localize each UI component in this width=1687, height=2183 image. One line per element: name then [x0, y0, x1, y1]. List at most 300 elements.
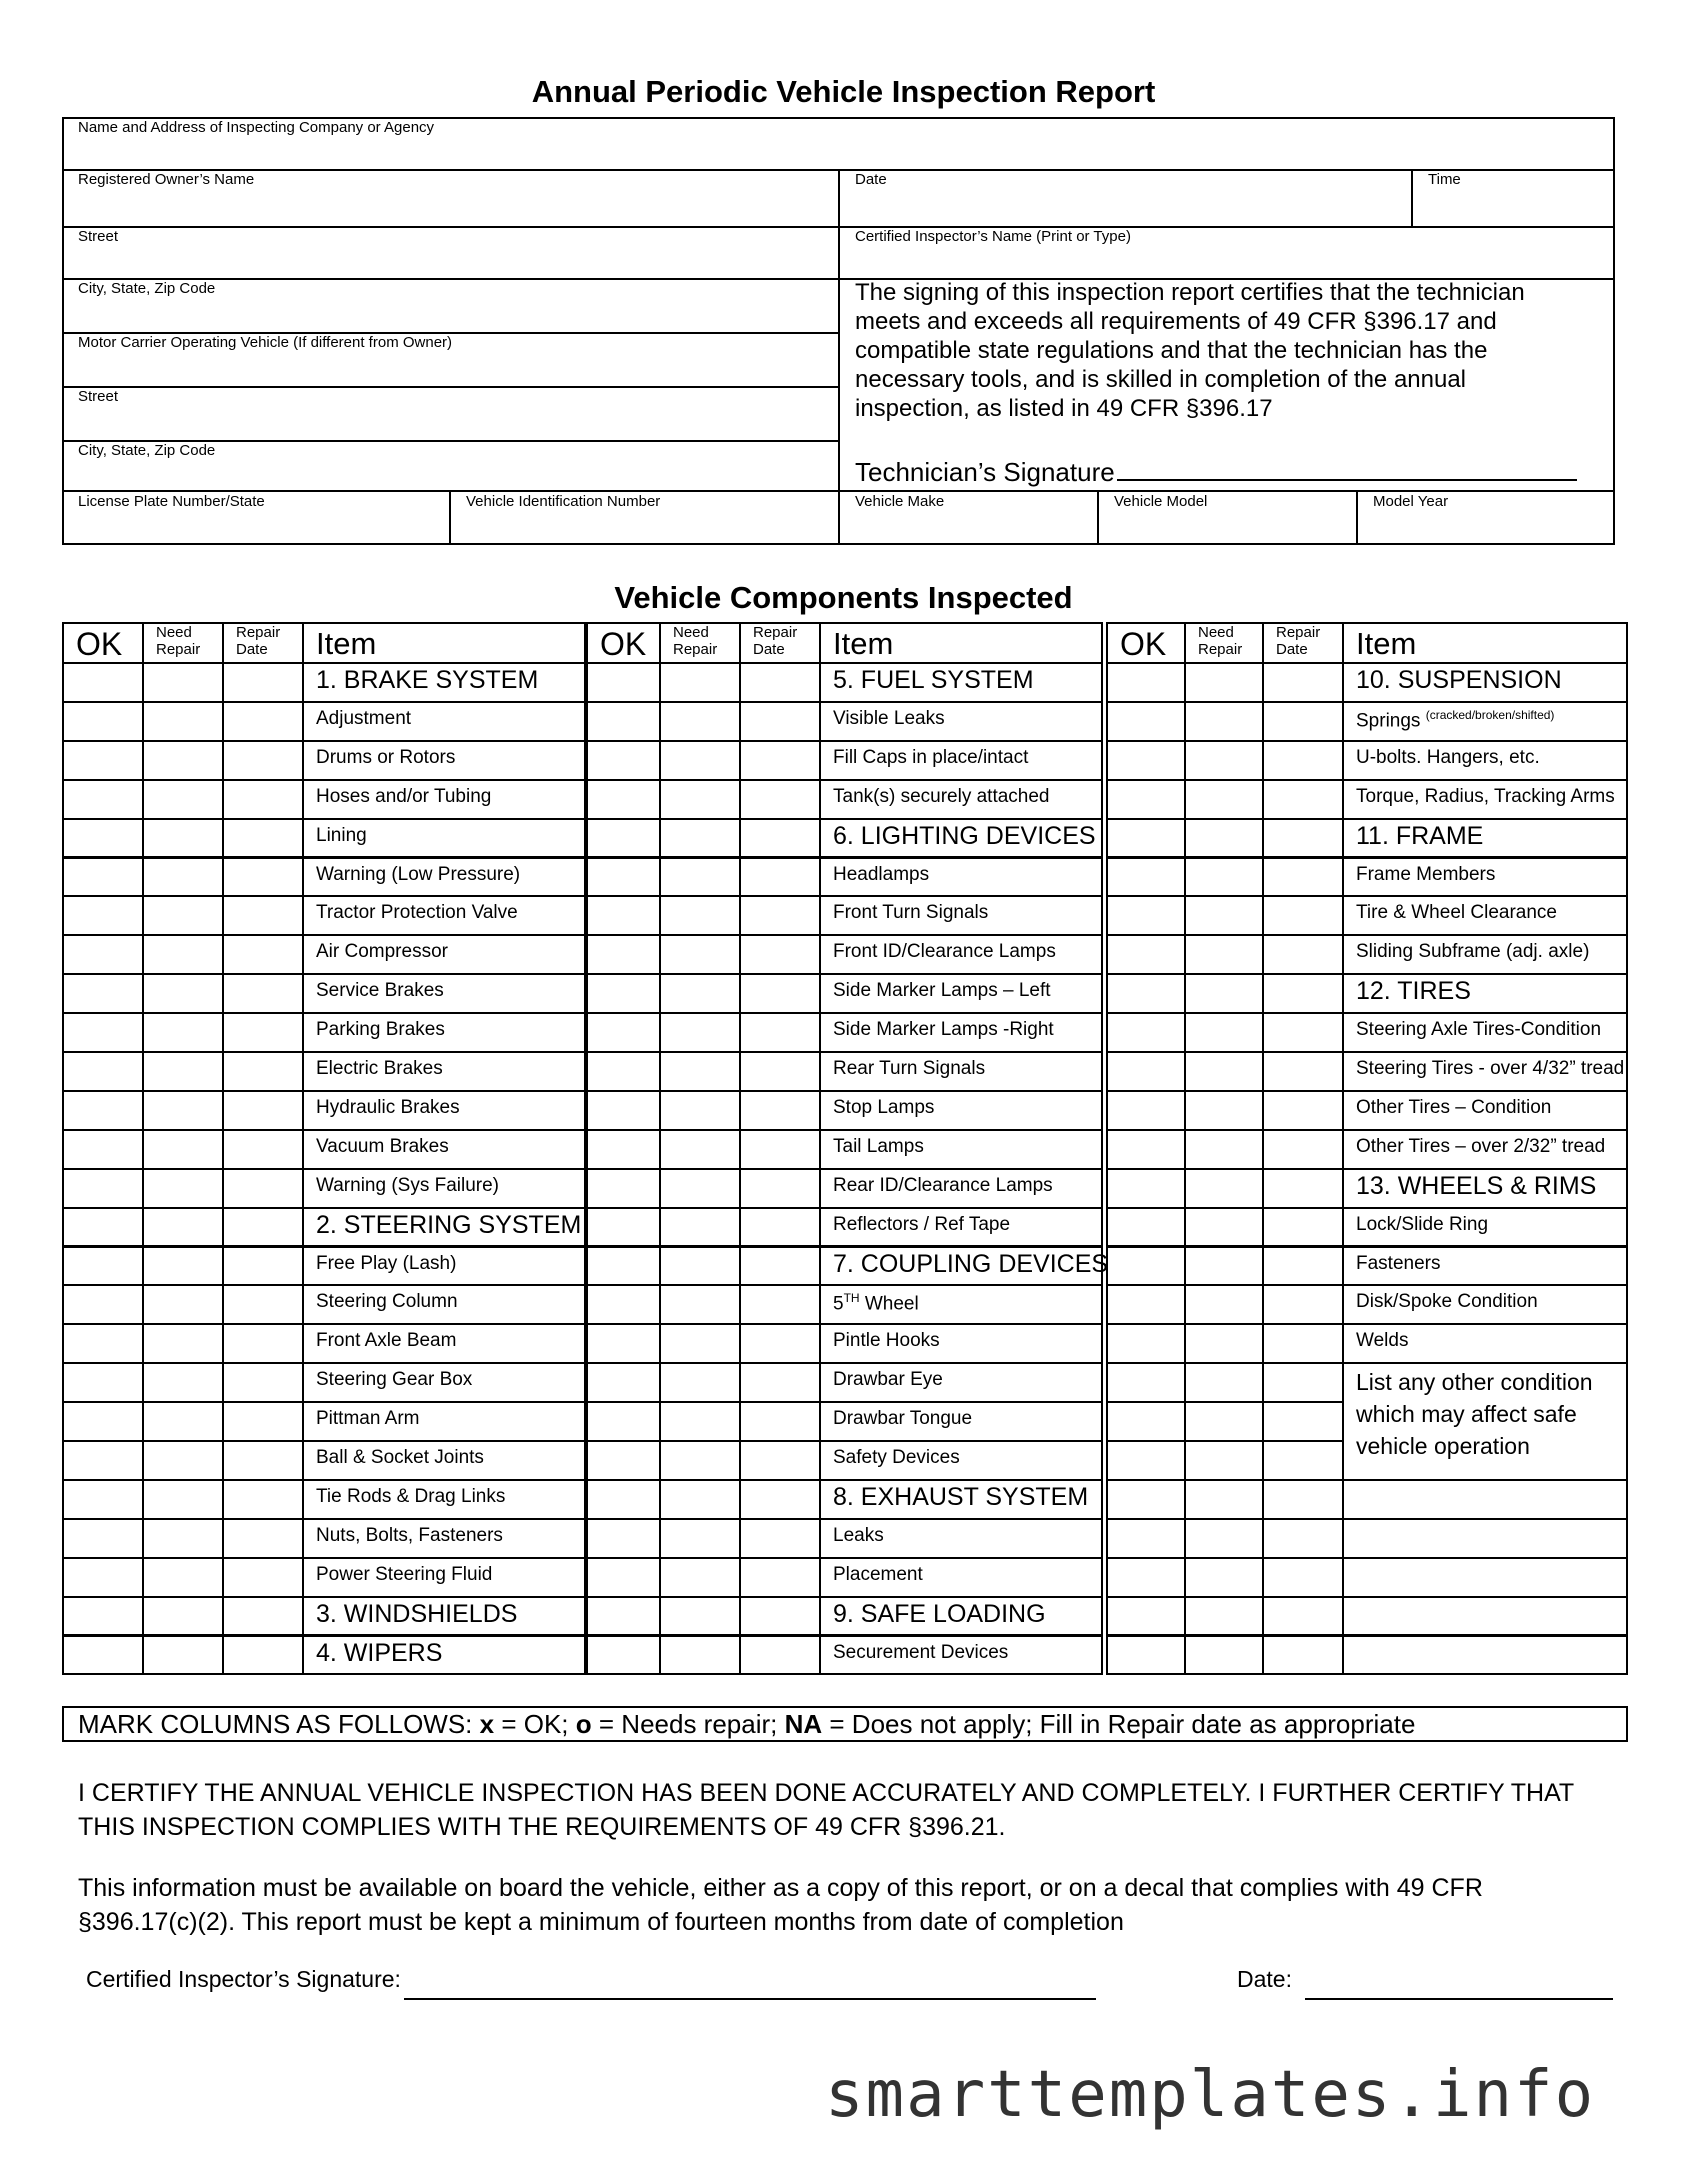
need-repair-checkbox[interactable]	[1184, 1362, 1264, 1403]
need-repair-checkbox[interactable]	[142, 740, 224, 781]
repair-date-field[interactable]	[1262, 1440, 1344, 1481]
repair-date-field[interactable]	[739, 1401, 821, 1442]
repair-date-field[interactable]	[1262, 934, 1344, 975]
need-repair-checkbox[interactable]	[142, 1207, 224, 1248]
repair-date-column-header: Repair Date	[1276, 624, 1321, 658]
repair-date-field[interactable]	[739, 1596, 821, 1637]
ok-checkbox[interactable]	[1106, 1090, 1186, 1131]
ok-checkbox[interactable]	[62, 1518, 144, 1559]
ok-checkbox[interactable]	[1106, 1284, 1186, 1325]
need-repair-checkbox[interactable]	[1184, 1596, 1264, 1637]
need-repair-checkbox[interactable]	[659, 740, 741, 781]
need-repair-checkbox[interactable]	[659, 779, 741, 820]
ok-checkbox[interactable]	[1106, 779, 1186, 820]
repair-date-field[interactable]	[1262, 1168, 1344, 1209]
ok-checkbox[interactable]	[586, 1323, 661, 1364]
ok-checkbox[interactable]	[1106, 1440, 1186, 1481]
repair-date-field[interactable]	[739, 1168, 821, 1209]
ok-checkbox[interactable]	[1106, 857, 1186, 898]
repair-date-field[interactable]	[1262, 1129, 1344, 1170]
section-heading: 13. WHEELS & RIMS	[1356, 1171, 1597, 1200]
inspection-item: Adjustment	[316, 707, 412, 729]
repair-date-field[interactable]	[1262, 1401, 1344, 1442]
repair-date-field[interactable]	[1262, 1596, 1344, 1637]
inspector-signature-line[interactable]	[404, 1998, 1096, 2000]
need-repair-checkbox[interactable]	[1184, 1207, 1264, 1248]
ok-checkbox[interactable]	[62, 1401, 144, 1442]
need-repair-checkbox[interactable]	[1184, 1246, 1264, 1287]
inspection-item: Reflectors / Ref Tape	[833, 1213, 1011, 1235]
repair-date-field[interactable]	[1262, 973, 1344, 1014]
street-field-label: Street	[78, 228, 119, 245]
repair-date-field[interactable]	[739, 1518, 821, 1559]
ok-checkbox[interactable]	[62, 1323, 144, 1364]
ok-checkbox[interactable]	[1106, 1129, 1186, 1170]
repair-date-field[interactable]	[1262, 1479, 1344, 1520]
need-repair-checkbox[interactable]	[142, 1440, 224, 1481]
inspection-item: Tire & Wheel Clearance	[1356, 902, 1557, 924]
inspection-item: Safety Devices	[833, 1447, 960, 1468]
repair-date-field[interactable]	[222, 1051, 304, 1092]
need-repair-checkbox[interactable]	[659, 1323, 741, 1364]
repair-date-field[interactable]	[739, 934, 821, 975]
ok-checkbox[interactable]	[62, 701, 144, 742]
ok-checkbox[interactable]	[1106, 1207, 1186, 1248]
repair-date-field[interactable]	[739, 1129, 821, 1170]
repair-date-field[interactable]	[1262, 1635, 1344, 1676]
need-repair-checkbox[interactable]	[142, 779, 224, 820]
need-repair-checkbox[interactable]	[1184, 1635, 1264, 1676]
inspection-item: Fasteners	[1356, 1252, 1441, 1274]
need-repair-checkbox[interactable]	[142, 1168, 224, 1209]
need-repair-checkbox[interactable]	[1184, 662, 1264, 703]
ok-checkbox[interactable]	[586, 779, 661, 820]
repair-date-field[interactable]	[739, 1284, 821, 1325]
repair-date-field[interactable]	[1262, 895, 1344, 936]
need-repair-checkbox[interactable]	[1184, 1518, 1264, 1559]
need-repair-checkbox[interactable]	[659, 1129, 741, 1170]
section-heading: 4. WIPERS	[316, 1638, 443, 1667]
item-column-header: Item	[316, 626, 377, 661]
repair-date-field[interactable]	[739, 701, 821, 742]
ok-checkbox[interactable]	[62, 857, 144, 898]
ok-checkbox[interactable]	[586, 857, 661, 898]
need-repair-checkbox[interactable]	[659, 1168, 741, 1209]
ok-checkbox[interactable]	[586, 1557, 661, 1598]
need-repair-checkbox[interactable]	[142, 1557, 224, 1598]
ok-checkbox[interactable]	[586, 895, 661, 936]
other-condition-field[interactable]	[1342, 1479, 1628, 1520]
need-repair-checkbox[interactable]	[142, 1051, 224, 1092]
repair-date-field[interactable]	[1262, 1090, 1344, 1131]
repair-date-field[interactable]	[739, 857, 821, 898]
repair-date-field[interactable]	[222, 934, 304, 975]
repair-date-column-header: Repair Date	[236, 624, 281, 658]
inspection-item: Tank(s) securely attached	[833, 785, 1050, 807]
repair-date-field[interactable]	[1262, 1362, 1344, 1403]
repair-date-field[interactable]	[739, 1323, 821, 1364]
repair-date-field[interactable]	[739, 1090, 821, 1131]
need-repair-checkbox[interactable]	[1184, 1168, 1264, 1209]
need-repair-checkbox[interactable]	[1184, 1284, 1264, 1325]
repair-date-field[interactable]	[1262, 779, 1344, 820]
repair-date-field[interactable]	[222, 1129, 304, 1170]
need-repair-checkbox[interactable]	[659, 895, 741, 936]
repair-date-field[interactable]	[222, 1635, 304, 1676]
need-repair-checkbox[interactable]	[659, 1479, 741, 1520]
technician-signature[interactable]: Technician’s Signature	[855, 455, 1577, 488]
need-repair-checkbox[interactable]	[1184, 1440, 1264, 1481]
ok-checkbox[interactable]	[1106, 701, 1186, 742]
ok-checkbox[interactable]	[62, 1090, 144, 1131]
repair-date-field[interactable]	[222, 1246, 304, 1287]
ok-checkbox[interactable]	[586, 1362, 661, 1403]
need-repair-checkbox[interactable]	[659, 1401, 741, 1442]
mark-instructions: MARK COLUMNS AS FOLLOWS: x = OK; o = Needs repair; NA = Does not apply; Fill in Repair date as appropriate	[78, 1709, 1416, 1739]
repair-date-field[interactable]	[1262, 1207, 1344, 1248]
repair-date-field[interactable]	[222, 662, 304, 703]
inspection-item: Steering Axle Tires-Condition	[1356, 1019, 1602, 1041]
need-repair-checkbox[interactable]	[142, 1284, 224, 1325]
ok-checkbox[interactable]	[62, 895, 144, 936]
license-field-label: License Plate Number/State	[78, 493, 265, 510]
need-repair-checkbox[interactable]	[1184, 1012, 1264, 1053]
ok-checkbox[interactable]	[586, 1090, 661, 1131]
need-repair-checkbox[interactable]	[1184, 1090, 1264, 1131]
need-repair-checkbox[interactable]	[142, 1401, 224, 1442]
need-repair-checkbox[interactable]	[142, 934, 224, 975]
inspection-item: Drawbar Eye	[833, 1369, 943, 1391]
ok-checkbox[interactable]	[1106, 1401, 1186, 1442]
ok-checkbox[interactable]	[1106, 1168, 1186, 1209]
need-repair-checkbox[interactable]	[659, 1012, 741, 1053]
repair-date-field[interactable]	[739, 740, 821, 781]
need-repair-checkbox[interactable]	[142, 973, 224, 1014]
ok-checkbox[interactable]	[62, 1362, 144, 1403]
repair-date-field[interactable]	[739, 1440, 821, 1481]
repair-date-field[interactable]	[222, 895, 304, 936]
need-repair-checkbox[interactable]	[659, 1362, 741, 1403]
ok-checkbox[interactable]	[1106, 818, 1186, 859]
repair-date-field[interactable]	[1262, 857, 1344, 898]
inspection-item: Hoses and/or Tubing	[316, 785, 492, 807]
ok-checkbox[interactable]	[586, 701, 661, 742]
date-signature-label: Date:	[1237, 1966, 1292, 1992]
repair-date-field[interactable]	[222, 1090, 304, 1131]
need-repair-checkbox[interactable]	[142, 1090, 224, 1131]
ok-checkbox[interactable]	[1106, 1362, 1186, 1403]
ok-checkbox[interactable]	[62, 818, 144, 859]
need-repair-checkbox[interactable]	[1184, 701, 1264, 742]
ok-checkbox[interactable]	[586, 1596, 661, 1637]
repair-date-field[interactable]	[739, 1012, 821, 1053]
ok-checkbox[interactable]	[1106, 1635, 1186, 1676]
repair-date-field[interactable]	[222, 1557, 304, 1598]
repair-date-field[interactable]	[1262, 818, 1344, 859]
inspection-item: Ball & Socket Joints	[316, 1447, 484, 1468]
need-repair-checkbox[interactable]	[659, 973, 741, 1014]
need-repair-checkbox[interactable]	[1184, 934, 1264, 975]
ok-checkbox[interactable]	[586, 740, 661, 781]
repair-date-field[interactable]	[739, 895, 821, 936]
ok-column-header: OK	[1120, 626, 1167, 662]
date-signature-line[interactable]	[1305, 1998, 1613, 2000]
other-condition-field[interactable]	[1342, 1518, 1628, 1559]
inspection-item: Drawbar Tongue	[833, 1408, 973, 1430]
need-repair-checkbox[interactable]	[1184, 1479, 1264, 1520]
repair-date-field[interactable]	[1262, 1557, 1344, 1598]
ok-checkbox[interactable]	[586, 1129, 661, 1170]
ok-checkbox[interactable]	[586, 1635, 661, 1676]
repair-date-field[interactable]	[1262, 740, 1344, 781]
need-repair-checkbox[interactable]	[142, 1323, 224, 1364]
repair-date-field[interactable]	[222, 740, 304, 781]
repair-date-field[interactable]	[739, 1246, 821, 1287]
inspector-signature-label: Certified Inspector’s Signature:	[86, 1966, 401, 1992]
ok-checkbox[interactable]	[586, 1518, 661, 1559]
inspection-item: Fill Caps in place/intact	[833, 746, 1029, 768]
item-column-header: Item	[1356, 626, 1417, 661]
ok-checkbox[interactable]	[62, 1284, 144, 1325]
need-repair-checkbox[interactable]	[659, 934, 741, 975]
ok-checkbox[interactable]	[62, 934, 144, 975]
ok-checkbox[interactable]	[62, 1557, 144, 1598]
need-repair-checkbox[interactable]	[1184, 1129, 1264, 1170]
ok-checkbox[interactable]	[62, 740, 144, 781]
ok-checkbox[interactable]	[586, 662, 661, 703]
need-repair-checkbox[interactable]	[1184, 740, 1264, 781]
repair-date-field[interactable]	[222, 1362, 304, 1403]
need-repair-checkbox[interactable]	[1184, 1401, 1264, 1442]
repair-date-field[interactable]	[222, 1479, 304, 1520]
watermark-text: smarttemplates.info	[825, 2058, 1596, 2132]
inspection-item: Vacuum Brakes	[316, 1135, 449, 1157]
repair-date-column-header: Repair Date	[753, 624, 798, 658]
repair-date-field[interactable]	[222, 1596, 304, 1637]
ok-checkbox[interactable]	[62, 1129, 144, 1170]
inspection-item: Steering Tires - over 4/32” tread	[1356, 1058, 1625, 1079]
repair-date-field[interactable]	[222, 779, 304, 820]
repair-date-field[interactable]	[739, 779, 821, 820]
ok-checkbox[interactable]	[62, 779, 144, 820]
info-statement: This information must be available on board the vehicle, either as a copy of this report, or on a decal that complies with 49 CFR §396.17(c)(2). This report must be kept a minimum of fourteen months from date of completion	[78, 1874, 1483, 1936]
inspection-item: Rear ID/Clearance Lamps	[833, 1174, 1053, 1196]
ok-checkbox[interactable]	[62, 1479, 144, 1520]
ok-checkbox[interactable]	[1106, 1323, 1186, 1364]
repair-date-field[interactable]	[222, 818, 304, 859]
ok-checkbox[interactable]	[62, 1207, 144, 1248]
ok-checkbox[interactable]	[586, 1246, 661, 1287]
ok-checkbox[interactable]	[1106, 1596, 1186, 1637]
ok-checkbox[interactable]	[586, 934, 661, 975]
inspection-item: Steering Column	[316, 1291, 458, 1313]
ok-checkbox[interactable]	[586, 818, 661, 859]
inspection-item: Disk/Spoke Condition	[1356, 1291, 1538, 1313]
ok-checkbox[interactable]	[1106, 1012, 1186, 1053]
need-repair-checkbox[interactable]	[142, 1246, 224, 1287]
need-repair-checkbox[interactable]	[142, 1362, 224, 1403]
technician-signature-line	[1117, 455, 1577, 481]
inspector-name-field-label: Certified Inspector’s Name (Print or Type)	[855, 228, 1131, 245]
ok-checkbox[interactable]	[62, 1635, 144, 1676]
repair-date-field[interactable]	[739, 1051, 821, 1092]
certification-text: The signing of this inspection report certifies that the technician meets and exceeds all requirements of 49 CFR §396.17 and compatible state regulations and that the technician has the necessary tools, and is skilled in completion of the annual inspection, as listed in 49 CFR §396.17	[855, 279, 1525, 422]
ok-checkbox[interactable]	[586, 973, 661, 1014]
need-repair-checkbox[interactable]	[659, 1284, 741, 1325]
repair-date-field[interactable]	[739, 662, 821, 703]
inspection-item: 5TH Wheel	[833, 1291, 919, 1315]
repair-date-field[interactable]	[739, 973, 821, 1014]
ok-checkbox[interactable]	[62, 1440, 144, 1481]
repair-date-field[interactable]	[1262, 1012, 1344, 1053]
inspection-item: Parking Brakes	[316, 1019, 445, 1041]
need-repair-checkbox[interactable]	[1184, 1557, 1264, 1598]
need-repair-checkbox[interactable]	[659, 701, 741, 742]
ok-checkbox[interactable]	[586, 1168, 661, 1209]
need-repair-checkbox[interactable]	[659, 818, 741, 859]
ok-checkbox[interactable]	[1106, 934, 1186, 975]
repair-date-field[interactable]	[739, 1362, 821, 1403]
repair-date-field[interactable]	[222, 1284, 304, 1325]
inspection-item: Drums or Rotors	[316, 746, 456, 768]
need-repair-checkbox[interactable]	[142, 1596, 224, 1637]
repair-date-field[interactable]	[222, 1207, 304, 1248]
motor-carrier-field-label: Motor Carrier Operating Vehicle (If different from Owner)	[78, 334, 453, 351]
need-repair-checkbox[interactable]	[1184, 779, 1264, 820]
need-repair-checkbox[interactable]	[659, 1557, 741, 1598]
inspection-item: Steering Gear Box	[316, 1369, 473, 1391]
need-repair-checkbox[interactable]	[659, 1090, 741, 1131]
ok-checkbox[interactable]	[62, 1051, 144, 1092]
other-condition-field[interactable]	[1342, 1635, 1628, 1676]
ok-checkbox[interactable]	[1106, 1557, 1186, 1598]
repair-date-field[interactable]	[1262, 701, 1344, 742]
repair-date-field[interactable]	[1262, 1051, 1344, 1092]
need-repair-checkbox[interactable]	[142, 857, 224, 898]
inspection-item: Lining	[316, 824, 367, 846]
ok-checkbox[interactable]	[586, 1479, 661, 1520]
need-repair-checkbox[interactable]	[1184, 818, 1264, 859]
ok-checkbox[interactable]	[1106, 1479, 1186, 1520]
inspection-item: Warning (Low Pressure)	[316, 863, 521, 885]
need-repair-checkbox[interactable]	[659, 1440, 741, 1481]
inspection-item: Rear Turn Signals	[833, 1058, 986, 1079]
ok-checkbox[interactable]	[62, 662, 144, 703]
ok-checkbox[interactable]	[586, 1284, 661, 1325]
need-repair-checkbox[interactable]	[1184, 1323, 1264, 1364]
need-repair-checkbox[interactable]	[142, 895, 224, 936]
need-repair-checkbox[interactable]	[1184, 973, 1264, 1014]
repair-date-field[interactable]	[222, 1518, 304, 1559]
inspection-item: Warning (Sys Failure)	[316, 1174, 500, 1196]
inspection-item: Air Compressor	[316, 941, 448, 963]
inspection-item: Headlamps	[833, 863, 930, 885]
need-repair-checkbox[interactable]	[142, 1635, 224, 1676]
need-repair-checkbox[interactable]	[659, 662, 741, 703]
ok-checkbox[interactable]	[1106, 973, 1186, 1014]
repair-date-field[interactable]	[222, 857, 304, 898]
section-heading: 8. EXHAUST SYSTEM	[833, 1482, 1089, 1511]
repair-date-field[interactable]	[739, 1479, 821, 1520]
ok-checkbox[interactable]	[62, 1596, 144, 1637]
need-repair-checkbox[interactable]	[142, 818, 224, 859]
repair-date-field[interactable]	[739, 818, 821, 859]
need-repair-checkbox[interactable]	[1184, 1051, 1264, 1092]
need-repair-checkbox[interactable]	[659, 1518, 741, 1559]
need-repair-checkbox[interactable]	[659, 1051, 741, 1092]
need-repair-checkbox[interactable]	[142, 1129, 224, 1170]
other-condition-field[interactable]	[1342, 1596, 1628, 1637]
need-repair-checkbox[interactable]	[142, 1479, 224, 1520]
need-repair-checkbox[interactable]	[659, 857, 741, 898]
section-heading: 3. WINDSHIELDS	[316, 1599, 518, 1628]
ok-checkbox[interactable]	[62, 1168, 144, 1209]
section-heading: 10. SUSPENSION	[1356, 666, 1562, 694]
section-heading: 9. SAFE LOADING	[833, 1599, 1046, 1628]
need-repair-checkbox[interactable]	[659, 1207, 741, 1248]
repair-date-field[interactable]	[222, 973, 304, 1014]
repair-date-field[interactable]	[222, 1168, 304, 1209]
need-repair-checkbox[interactable]	[659, 1246, 741, 1287]
ok-checkbox[interactable]	[586, 1051, 661, 1092]
need-repair-checkbox[interactable]	[1184, 857, 1264, 898]
ok-checkbox[interactable]	[586, 1207, 661, 1248]
ok-checkbox[interactable]	[1106, 1051, 1186, 1092]
repair-date-field[interactable]	[1262, 1284, 1344, 1325]
need-repair-checkbox[interactable]	[142, 1012, 224, 1053]
need-repair-checkbox[interactable]	[659, 1596, 741, 1637]
repair-date-field[interactable]	[222, 701, 304, 742]
ok-checkbox[interactable]	[1106, 895, 1186, 936]
inspection-item: Power Steering Fluid	[316, 1563, 493, 1585]
city-field-label: City, State, Zip Code	[78, 280, 216, 297]
ok-checkbox[interactable]	[62, 973, 144, 1014]
repair-date-field[interactable]	[1262, 1246, 1344, 1287]
repair-date-field[interactable]	[222, 1012, 304, 1053]
ok-checkbox[interactable]	[586, 1401, 661, 1442]
ok-checkbox[interactable]	[62, 1246, 144, 1287]
repair-date-field[interactable]	[222, 1323, 304, 1364]
inspection-item: U-bolts. Hangers, etc.	[1356, 746, 1540, 768]
need-repair-checkbox[interactable]	[659, 1635, 741, 1676]
other-condition-field[interactable]	[1342, 1557, 1628, 1598]
repair-date-field[interactable]	[739, 1557, 821, 1598]
ok-checkbox[interactable]	[62, 1012, 144, 1053]
repair-date-field[interactable]	[739, 1207, 821, 1248]
repair-date-field[interactable]	[1262, 662, 1344, 703]
ok-checkbox[interactable]	[586, 1012, 661, 1053]
repair-date-field[interactable]	[739, 1635, 821, 1676]
need-repair-checkbox[interactable]	[142, 662, 224, 703]
inspection-item: Side Marker Lamps – Left	[833, 980, 1051, 1002]
repair-date-field[interactable]	[222, 1401, 304, 1442]
time-field-label: Time	[1428, 171, 1461, 188]
ok-checkbox[interactable]	[1106, 662, 1186, 703]
ok-checkbox[interactable]	[1106, 740, 1186, 781]
ok-checkbox[interactable]	[586, 1440, 661, 1481]
section-heading: 6. LIGHTING DEVICES	[833, 821, 1096, 850]
repair-date-field[interactable]	[1262, 1323, 1344, 1364]
company-field-label: Name and Address of Inspecting Company or Agency	[78, 119, 435, 136]
inspection-item: Stop Lamps	[833, 1096, 935, 1118]
repair-date-field[interactable]	[1262, 1518, 1344, 1559]
repair-date-field[interactable]	[222, 1440, 304, 1481]
need-repair-checkbox[interactable]	[142, 1518, 224, 1559]
need-repair-checkbox[interactable]	[1184, 895, 1264, 936]
ok-checkbox[interactable]	[1106, 1518, 1186, 1559]
need-repair-checkbox[interactable]	[142, 701, 224, 742]
ok-checkbox[interactable]	[1106, 1246, 1186, 1287]
